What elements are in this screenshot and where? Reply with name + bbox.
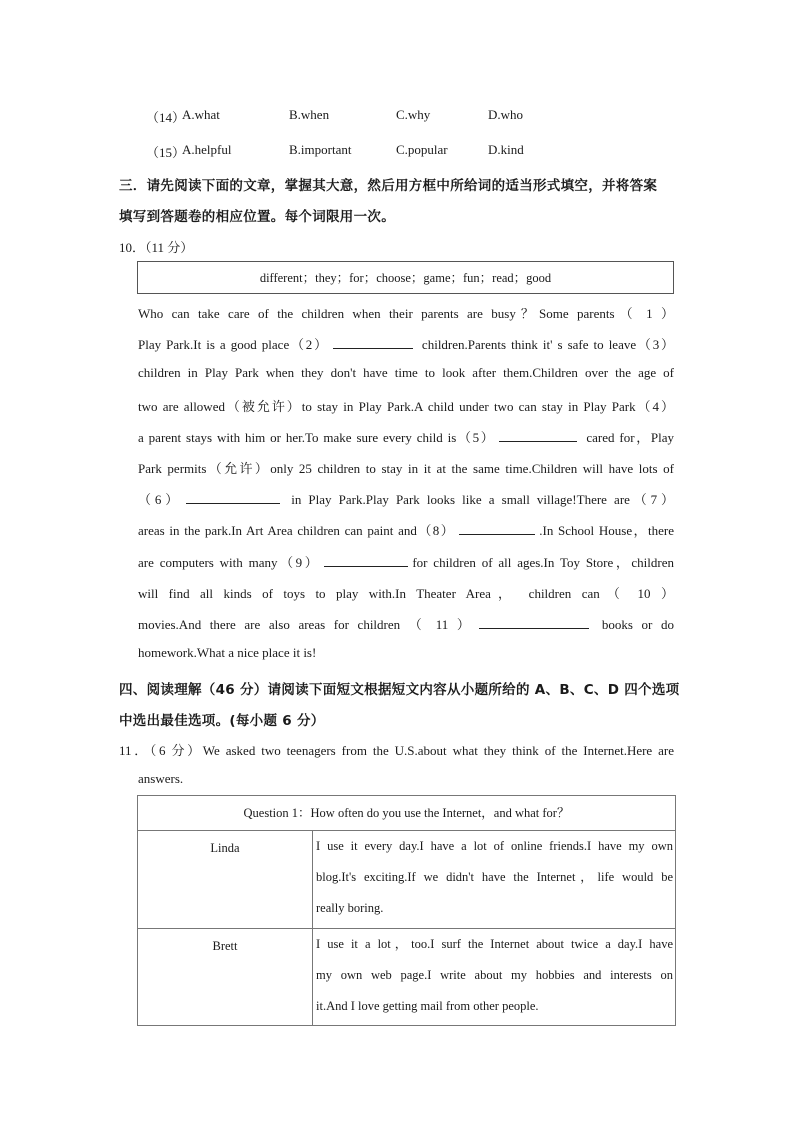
passage-text: in Play Park.Play Park looks like a small village!There are（7）: [284, 492, 674, 507]
passage-line: [138, 552, 674, 572]
passage-text: are computers with many（9）: [138, 555, 321, 570]
word-box: different；they；for；choose；game；fun；read；good: [137, 261, 674, 294]
blank-6[interactable]: [186, 491, 280, 504]
passage-line: [138, 583, 674, 603]
question-11-intro: 11．（6 分）We asked two teenagers from the U.S.about what they think of the Internet.Here are: [119, 743, 674, 758]
section4-heading-line2: 中选出最佳选项。(每小题 6 分）: [119, 713, 325, 729]
answer-cell: [313, 831, 676, 929]
option-a: A.helpful: [182, 142, 232, 157]
passage-line: [138, 520, 674, 540]
passage-line: [138, 365, 674, 385]
option-b: B.when: [289, 107, 330, 122]
passage-line: [138, 489, 674, 509]
passage-line: [138, 645, 674, 665]
passage-text: （6）: [138, 492, 183, 507]
answer-line: it.And I love getting mail from other people.: [316, 999, 539, 1013]
passage-text: children.Parents think it' s safe to leave（3）: [416, 337, 674, 352]
option-a: A.what: [182, 107, 220, 122]
name-cell: [138, 831, 313, 929]
name-linda: Linda: [210, 841, 240, 855]
name-cell: [138, 929, 313, 1026]
passage-text: books or do: [593, 617, 675, 632]
option-b: B.important: [289, 142, 352, 157]
passage-line: [138, 458, 674, 478]
blank-2[interactable]: [333, 336, 413, 349]
option-number: （15）: [146, 145, 186, 160]
answer-line: blog.It's exciting.If we didn't have the Internet，life would be: [316, 870, 673, 884]
name-brett: Brett: [212, 939, 238, 953]
passage-text: Who can take care of the children when their parents are busy？Some parents（ 1 ）: [138, 306, 674, 321]
option-d: D.who: [488, 107, 524, 122]
passage-text: a parent stays with him or her.To make sure every child is（5）: [138, 430, 496, 445]
section3-heading-line1: 三．请先阅读下面的文章，掌握其大意，然后用方框中所给词的适当形式填空，并将答案: [119, 178, 658, 194]
question-table: [137, 795, 676, 1026]
passage-line: [138, 334, 674, 354]
question-10-label: 10．（11 分）: [119, 240, 194, 255]
passage-text: will find all kinds of toys to play with.In Theater Area， children can（ 10 ）: [138, 586, 674, 601]
blank-8[interactable]: [459, 522, 535, 535]
blank-5[interactable]: [499, 429, 577, 442]
answer-line: really boring.: [316, 901, 384, 915]
passage-line: [138, 303, 674, 323]
passage-text: Play Park.It is a good place（2）: [138, 337, 329, 352]
answer-line: my own web page.I write about my hobbies and interests on: [316, 968, 673, 982]
option-number: （14）: [146, 110, 186, 125]
table-header: Question 1：How often do you use the Internet，and what for？: [138, 796, 676, 831]
blank-9[interactable]: [324, 554, 408, 567]
passage-line: [138, 396, 674, 416]
question-11-intro-cont: answers.: [138, 771, 184, 786]
blank-11[interactable]: [479, 616, 589, 629]
answer-line: I use it a lot，too.I surf the Internet about twice a day.I have: [316, 937, 673, 951]
answer-cell: [313, 929, 676, 1026]
section3-heading-line2: 填写到答题卷的相应位置。每个词限用一次。: [119, 209, 395, 225]
passage-line: [138, 427, 674, 447]
option-d: D.kind: [488, 142, 524, 157]
passage-text: for children of all ages.In Toy Store，children: [412, 555, 675, 570]
passage-text: homework.What a nice place it is!: [138, 645, 317, 660]
answer-line: I use it every day.I have a lot of online friends.I have my own: [316, 839, 673, 853]
passage-text: .In School House，there: [539, 523, 675, 538]
passage-text: areas in the park.In Art Area children can paint and（8）: [138, 523, 456, 538]
passage-text: movies.And there are also areas for children （ 11 ）: [138, 617, 476, 632]
option-c: C.popular: [396, 142, 448, 157]
passage-line: [138, 614, 674, 634]
passage-text: Park permits（允许）only 25 children to stay in it at the same time.Children will have lots of: [138, 461, 674, 476]
table-row: [138, 831, 676, 929]
passage-text: cared for，Play: [581, 430, 674, 445]
table-row: [138, 929, 676, 1026]
passage-text: two are allowed（被允许）to stay in Play Park.A child under two can stay in Play Park（4）: [138, 399, 674, 414]
option-c: C.why: [396, 107, 431, 122]
section4-heading-line1: 四、阅读理解（46 分）请阅读下面短文根据短文内容从小题所给的 A、B、C、D 四个选项: [119, 682, 680, 698]
passage-text: children in Play Park when they don't have time to look after them.Children over the age of: [138, 365, 674, 380]
